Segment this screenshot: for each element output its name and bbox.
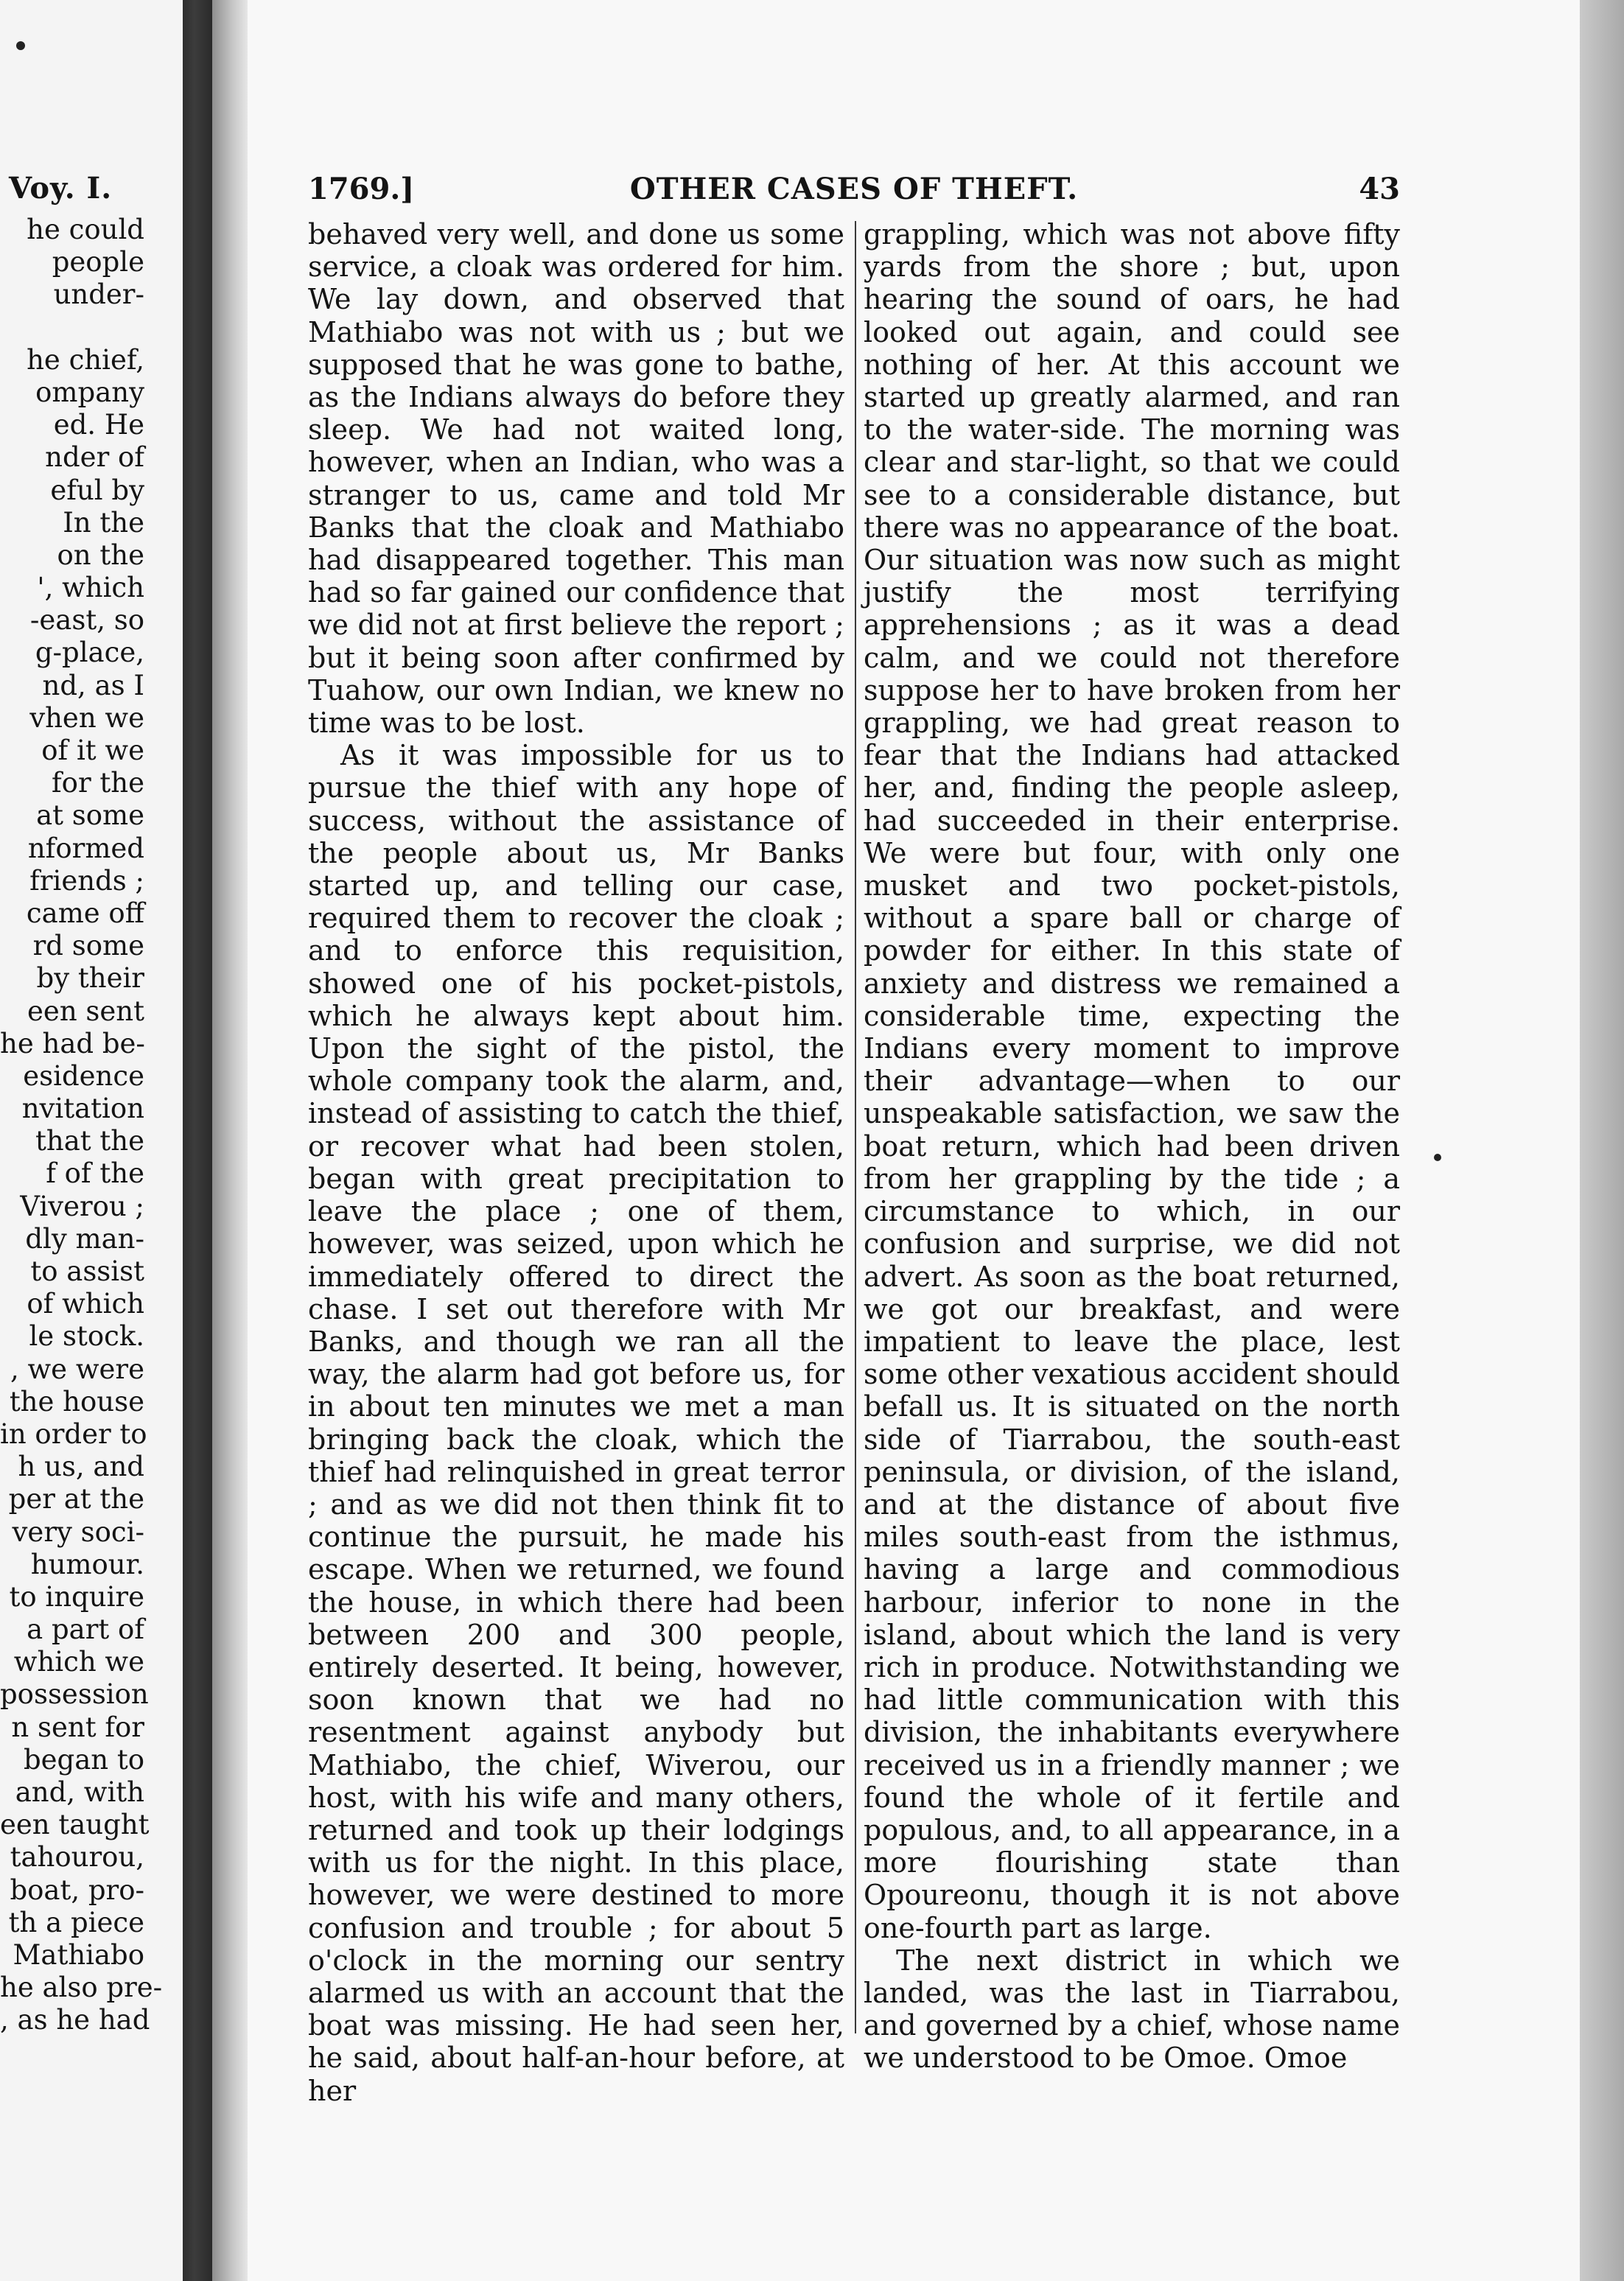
left-page-line: nder of [45,441,144,474]
left-page-line: by their [36,962,144,995]
left-page-line: tahourou, [10,1841,144,1874]
left-page-line: he had be- [0,1027,145,1059]
left-page-line: th a piece [8,1906,144,1938]
left-page-line: , as he had [0,2004,150,2036]
paragraph: The next district in which we landed, was the last in Tiarrabou, and governed by a chief, whose name we understood to be Omoe. Omoe [864,1944,1400,2075]
binding-shadow [212,0,248,2281]
running-head-title: OTHER CASES OF THEFT. [629,172,1079,206]
left-page-line: Viverou ; [20,1190,144,1222]
left-page-line: per at the [8,1483,144,1516]
left-page-text-fragments [0,214,163,2037]
left-page-line: eful by [50,474,144,506]
left-page-line: at some [36,799,144,832]
left-page-line: he also pre- [0,1972,163,2004]
left-page-line: friends ; [29,864,144,897]
left-page-line: ompany [35,376,144,408]
left-page-line: f of the [46,1157,144,1190]
left-page-line: een taught [0,1809,150,1841]
paragraph-continued: grappling, which was not above fifty yards from the shore ; but, upon hearing the sound of oars, he had looked out again, and could see nothing of her. At this account we started up greatly alarmed, and ran to the water-side. The morning was clear and star-light, so that we could see to a considerable distance, but there was no appearance of the boat. Our situation was now such as might justify the most terrifying apprehensions ; as it was a dead calm, and we could not therefore suppose her to have broken from her grappling, we had great reason to fear that the Indians had attacked her, and, finding the people asleep, had succeeded in their enterprise. We were but four, with only one musket and two pocket-pistols, without a spare ball or charge of powder for either. In this state of anxiety and distress we remained a considerable time, expecting the Indians every moment to improve their advantage—when to our unspeakable satisfaction, we saw the boat return, which had been driven from her grappling by the tide ; a circumstance to which, in our confusion and surprise, we did not advert. As soon as the boat returned, we got our breakfast, and were impatient to leave the place, lest some other vexatious accident should befall us. It is situated on the north side of Tiarrabou, the south-east peninsula, or division, of the island, and at the distance of about five miles south-east from the isthmus, having a large and commodious harbour, inferior to none in the island, about which the land is very rich in produce. Notwithstanding we had little communication with this division, the inhabitants everywhere received us in a friendly manner ; we found the whole of it fertile and populous, and, to all appearance, in a more flourishing state than Opoureonu, though it is not above one-fourth part as large. [864,218,1400,1944]
left-page-line: een sent [27,995,144,1027]
left-page-line: for the [51,767,144,799]
left-page-running-head: Voy. I. [9,171,113,206]
left-page-line: esidence [23,1059,144,1092]
left-page-line: dly man- [25,1222,144,1255]
left-page-line: g-place, [35,637,144,669]
left-page-line: under- [53,278,144,311]
left-facing-page [0,0,183,2281]
left-page-line: he could [27,214,144,245]
left-page-line: possession [0,1678,149,1711]
left-page-line: ', which [37,572,144,604]
column-rule [855,221,856,2033]
left-page-line: nvitation [21,1093,144,1125]
left-page-line: the house [9,1385,144,1418]
paragraph: As it was impossible for us to pursue the thief with any hope of success, without the assistance of the people about us, Mr Banks started up, and telling our case, required them to recover the cloak ; and to enforce this requisition, showed one of his pocket-pistols, which he always kept about him. Upon the sight of the pistol, the whole company took the alarm, and, instead of assisting to catch the thief, or recover what had been stolen, began with great precipitation to leave the place ; one of them, however, was seized, upon which he immediately offered to direct the chase. I set out therefore with Mr Banks, and though we ran all the way, the alarm had got before us, for in about ten minutes we met a man bringing back the cloak, which the thief had relinquished in great terror ; and as we did not then think fit to continue the pursuit, he made his escape. When we returned, we found the house, in which there had been between 200 and 300 people, entirely deserted. It being, however, soon known that we had no resentment against anybody but Mathiabo, the chief, Wiverou, our host, with his wife and many others, returned and took up their lodgings with us for the night. In this place, however, we were destined to more confusion and trouble ; for about 5 o'clock in the morning our sentry alarmed us with an account that the boat was missing. He had seen her, he said, about half-an-hour before, at her [308,739,844,2107]
left-page-line: of it we [41,735,144,766]
left-page-line: people [52,246,144,278]
paragraph-continued: behaved very well, and done us some service, a cloak was ordered for him. We lay down, and observed that Mathiabo was not with us ; but we supposed that he was gone to bathe, as the Indians always do before they sleep. We had not waited long, however, when an Indian, who was a stranger to us, came and told Mr Banks that the cloak and Mathiabo had disappeared together. This man had so far gained our confidence that we did not at first believe the report ; but it being soon after confirmed by Tuahow, our own Indian, we knew no time was to be lost. [308,218,844,740]
left-page-line: Mathiabo [13,1938,144,1971]
text-column-right [864,218,1400,2075]
left-page-line: boat, pro- [10,1874,144,1906]
left-page-line: humour. [30,1548,144,1580]
running-head-year: 1769.] [308,172,415,206]
left-page-line: began to [23,1743,144,1776]
ink-speck [16,41,25,50]
left-page-line: came off [26,897,144,929]
left-page-line: that the [35,1125,144,1157]
left-page-line: in order to [0,1418,147,1450]
left-page-line: -east, so [29,604,144,637]
ink-speck [1434,1154,1441,1161]
left-page-line: rd some [32,930,144,962]
page-edge-margin [1580,0,1624,2281]
left-page-line: to inquire [9,1580,144,1613]
left-page-line: he chief, [27,343,144,376]
left-page-line: which we [13,1646,144,1678]
left-page-line: and, with [15,1776,144,1808]
left-page-line: nd, as I [42,669,144,701]
left-page-line: very soci- [12,1516,144,1548]
left-page-line: le stock. [29,1320,144,1353]
binding-gutter [183,0,212,2281]
left-page-line: vhen we [29,701,144,734]
left-page-line: to assist [30,1255,144,1287]
left-page-line: In the [63,506,144,539]
left-page-line: ed. He [53,409,144,441]
left-page-line: of which [27,1288,144,1320]
page-number: 43 [1359,172,1400,206]
left-page-line [0,312,144,344]
left-page-line: a part of [27,1613,144,1646]
left-page-line: on the [57,539,144,571]
left-page-line: n sent for [11,1711,144,1743]
left-page-line: , we were [10,1353,144,1385]
left-page-line: h us, and [18,1451,144,1483]
text-column-left [308,218,844,2107]
running-head [308,171,1400,208]
left-page-line: nformed [27,832,144,864]
